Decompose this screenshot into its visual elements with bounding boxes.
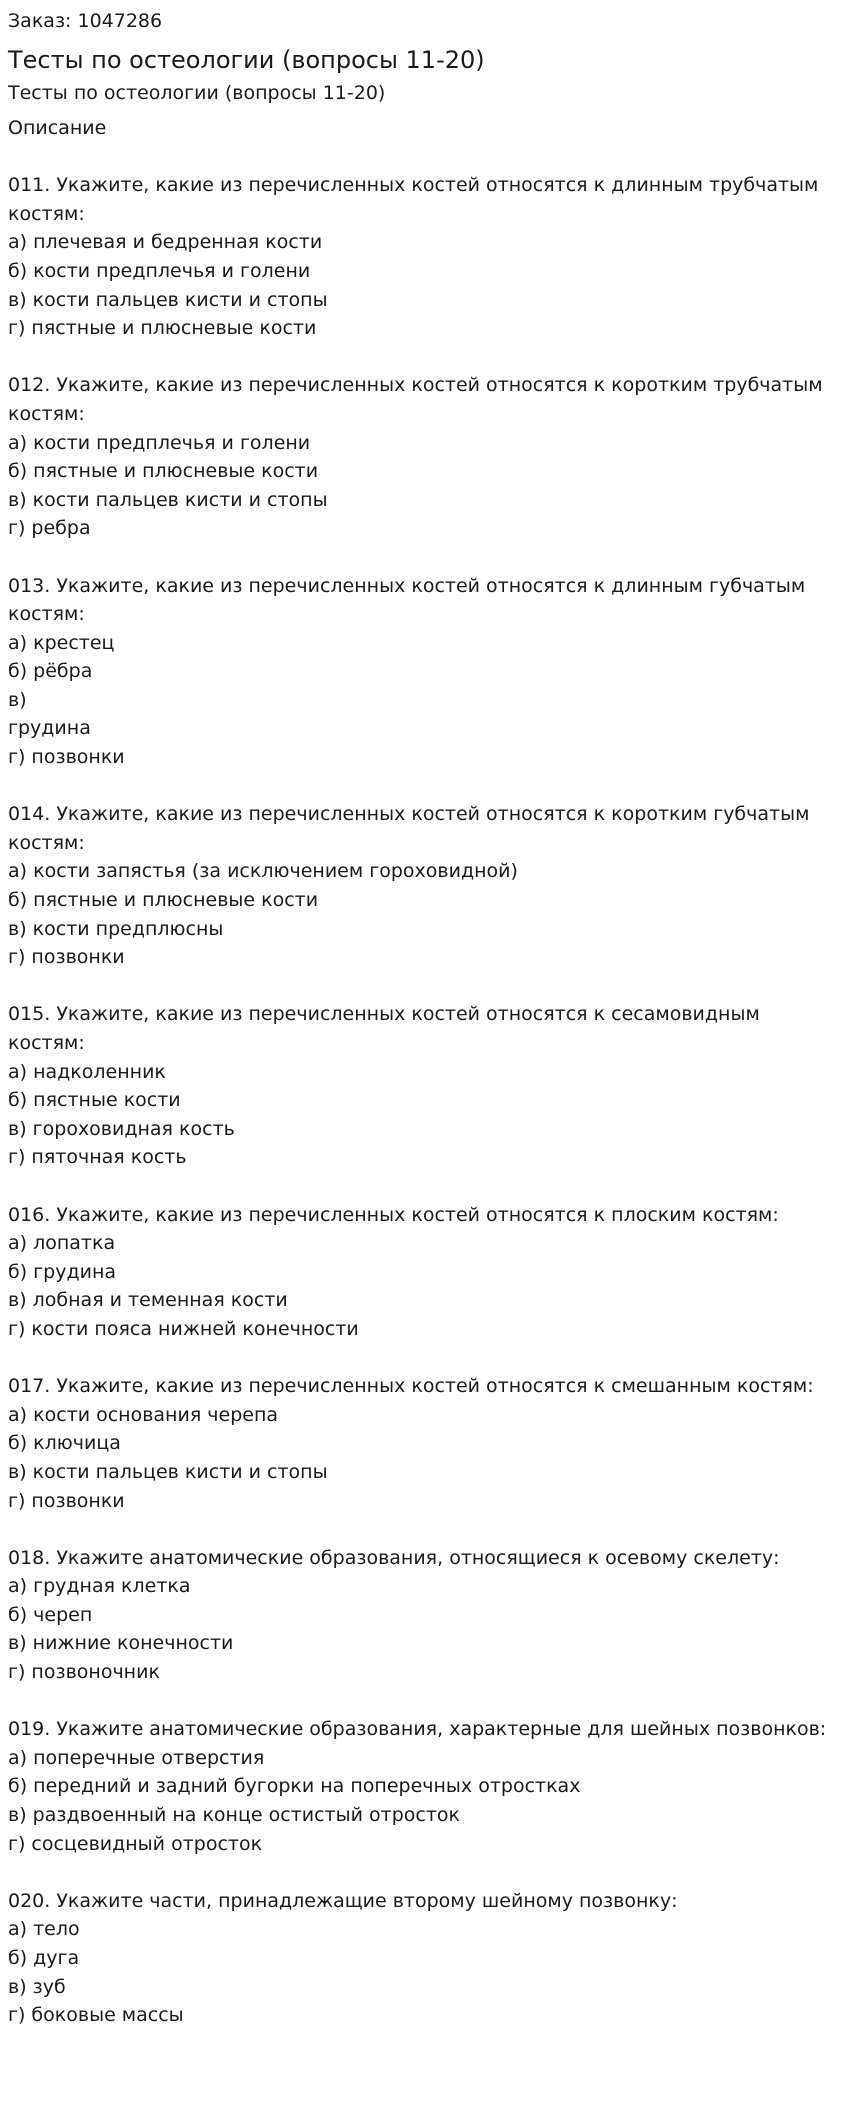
question-block xyxy=(8,800,839,972)
question-text: 011. Укажите, какие из перечисленных костей относятся к длинным трубчатым костям: xyxy=(8,174,819,225)
answer-option: б) ключица xyxy=(8,1432,121,1455)
answer-option: а) надколенник xyxy=(8,1060,166,1083)
answer-option: а) поперечные отверстия xyxy=(8,1746,265,1769)
question-list xyxy=(8,171,839,2030)
question-block xyxy=(8,1372,839,1515)
answer-option: в) зуб xyxy=(8,1975,66,1998)
answer-option: в) xyxy=(8,688,27,711)
answer-option: в) лобная и теменная кости xyxy=(8,1289,288,1312)
answer-option: г) позвонки xyxy=(8,746,125,769)
answer-option: б) пястные и плюсневые кости xyxy=(8,889,319,912)
answer-option: в) кости пальцев кисти и стопы xyxy=(8,488,328,511)
answer-option: г) позвонки xyxy=(8,1489,125,1512)
question-block xyxy=(8,572,839,772)
page-subtitle: Тесты по остеологии (вопросы 11-20) xyxy=(8,82,386,104)
answer-option: г) позвоночник xyxy=(8,1661,160,1684)
answer-option: б) пястные и плюсневые кости xyxy=(8,460,319,483)
answer-option: б) пястные кости xyxy=(8,1089,181,1112)
answer-option: а) плечевая и бедренная кости xyxy=(8,231,323,254)
answer-option: а) кости основания черепа xyxy=(8,1403,279,1426)
answer-option: б) кости предплечья и голени xyxy=(8,259,311,282)
answer-option: в) кости пальцев кисти и стопы xyxy=(8,288,328,311)
answer-option: а) грудная клетка xyxy=(8,1575,191,1598)
answer-option: б) череп xyxy=(8,1603,93,1626)
answer-option: г) позвонки xyxy=(8,946,125,969)
answer-option: в) кости предплюсны xyxy=(8,917,224,940)
question-text: 014. Укажите, какие из перечисленных костей относятся к коротким губчатым костям: xyxy=(8,803,810,854)
answer-option: г) сосцевидный отросток xyxy=(8,1832,263,1855)
page-title: Тесты по остеологии (вопросы 11-20) xyxy=(8,46,485,74)
answer-option: в) гороховидная кость xyxy=(8,1117,235,1140)
answer-option: а) лопатка xyxy=(8,1232,116,1255)
question-block xyxy=(8,1544,839,1687)
question-text: 018. Укажите анатомические образования, относящиеся к осевому скелету: xyxy=(8,1546,780,1569)
answer-option: грудина xyxy=(8,717,91,740)
question-text: 013. Укажите, какие из перечисленных костей относятся к длинным губчатым костям: xyxy=(8,574,806,626)
answer-option: а) кости предплечья и голени xyxy=(8,431,311,454)
answer-option: г) ребра xyxy=(8,517,91,540)
answer-option: б) передний и задний бугорки на поперечных отростках xyxy=(8,1775,581,1798)
question-block xyxy=(8,371,839,543)
answer-option: в) кости пальцев кисти и стопы xyxy=(8,1460,328,1483)
answer-option: в) раздвоенный на конце остистый отросток xyxy=(8,1804,461,1827)
answer-option: а) крестец xyxy=(8,631,115,654)
question-text: 017. Укажите, какие из перечисленных костей относятся к смешанным костям: xyxy=(8,1375,814,1398)
answer-option: б) рёбра xyxy=(8,660,93,683)
answer-option: б) дуга xyxy=(8,1947,80,1969)
answer-option: а) кости запястья (за исключением гороховидной) xyxy=(8,860,518,883)
answer-option: г) боковые массы xyxy=(8,2004,184,2027)
question-block xyxy=(8,1201,839,1344)
question-block xyxy=(8,1000,839,1172)
answer-option: г) пястные и плюсневые кости xyxy=(8,317,317,340)
answer-option: г) пяточная кость xyxy=(8,1146,187,1169)
description-heading: Описание xyxy=(8,117,107,139)
answer-option: г) кости пояса нижней конечности xyxy=(8,1317,359,1340)
answer-option: а) тело xyxy=(8,1918,80,1941)
question-block xyxy=(8,171,839,343)
question-text: 015. Укажите, какие из перечисленных костей относятся к сесамовидным костям: xyxy=(8,1003,760,1054)
answer-option: в) нижние конечности xyxy=(8,1632,234,1655)
question-block xyxy=(8,1715,839,1858)
question-text: 016. Укажите, какие из перечисленных костей относятся к плоским костям: xyxy=(8,1203,779,1226)
question-text: 019. Укажите анатомические образования, характерные для шейных позвонков: xyxy=(8,1718,827,1741)
question-text: 012. Укажите, какие из перечисленных костей относятся к коротким трубчатым костям: xyxy=(8,374,823,425)
question-block xyxy=(8,1887,839,2030)
answer-option: б) грудина xyxy=(8,1260,117,1283)
question-text: 020. Укажите части, принадлежащие второму шейному позвонку: xyxy=(8,1889,678,1912)
order-number: Заказ: 1047286 xyxy=(8,10,163,32)
